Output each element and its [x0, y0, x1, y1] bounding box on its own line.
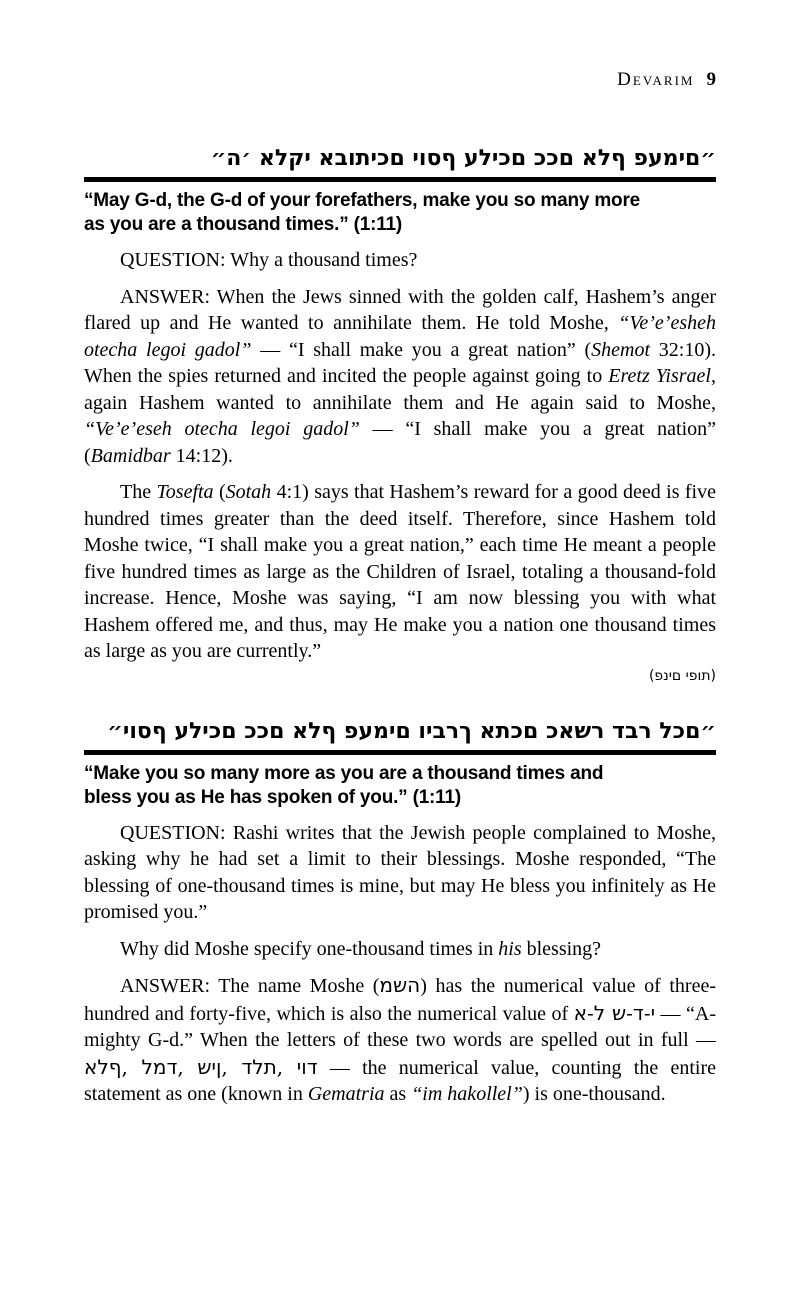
- body-text: — the numerical value, counting the entire statement as one (known in: [84, 1056, 716, 1105]
- paragraph: [84, 284, 716, 470]
- body-text: ) is one-thousand.: [522, 1083, 666, 1105]
- body-text: QUESTION: Rashi writes that the Jewish people complained to Moshe, asking why he had set a limit to their blessings. Moshe responded, “The blessing of one-thousand times is mine, but may He bless you infinitely as He promised you.”: [84, 821, 716, 923]
- body-text: — “I shall make you a great nation” (: [84, 418, 716, 467]
- book-title: Devarim: [617, 69, 695, 90]
- hebrew-inline-text: משה: [379, 973, 421, 997]
- book-page: [84, 0, 716, 1108]
- paragraph: [84, 247, 716, 274]
- body-text: ANSWER: The name Moshe (: [120, 975, 380, 997]
- hebrew-inline-text: א-ל ש-ד-י: [573, 1000, 656, 1025]
- paragraph: [84, 479, 716, 665]
- body-text: 4:1) says that Hashem’s reward for a good deed is five hundred times greater than the deed itself. Therefore, since Hashem told Moshe twice, “I shall make you a great nation,” each time He meant a people five hundred times as large as the Children of Israel, totaling a thousand-fold increase. Hence, Moshe was saying, “I am now blessing you with what Hashem offered me, and thus, may He make you a nation one thousand times as large as you are currently.”: [84, 481, 716, 662]
- italic-text: Tosefta: [156, 481, 214, 503]
- paragraph: [84, 820, 716, 926]
- italic-text: “im hakollel”: [411, 1083, 523, 1105]
- paragraph: [84, 972, 716, 1108]
- body-text: (: [213, 481, 226, 503]
- hebrew-verse-header: ״יוסף עליכם ככם אלף פעמים ויברך אתכם כאשר דבר לכם״: [107, 718, 716, 744]
- paragraph: [84, 936, 716, 963]
- body-text: 32:10). When the spies returned and incited the people against going to: [84, 338, 717, 387]
- running-head: [84, 70, 716, 90]
- body-text: — “A-mighty G-d.” When the letters of these two words are spelled out in full —: [84, 1002, 717, 1051]
- page-number: 9: [706, 69, 716, 90]
- body-text: ANSWER: When the Jews sinned with the golden calf, Hashem’s anger flared up and He wanted to annihilate them. He told Moshe,: [84, 285, 716, 334]
- body-text: as: [384, 1083, 412, 1105]
- section-divider-rule: [84, 750, 716, 755]
- body-text: The: [120, 481, 157, 503]
- body-text: , again Hashem wanted to annihilate them and He again said to Moshe,: [84, 365, 716, 414]
- english-verse-line: bless you as He has spoken of you.” (1:11): [84, 786, 461, 808]
- hebrew-verse-header: ״ה׳ אלקי אבותיכם יוסף עליכם ככם אלף פעמים״: [210, 146, 716, 171]
- body-text: — “I shall make you a great nation” (: [251, 338, 592, 361]
- body-text: ) has the numerical value of three-hundred and forty-five, which is also the numerical value of: [84, 975, 716, 1025]
- section-divider-rule: [84, 177, 716, 182]
- body-text: Why did Moshe specify one-thousand times in: [120, 937, 499, 960]
- body-text: 14:12).: [170, 444, 233, 467]
- italic-text: Gematria: [307, 1083, 385, 1105]
- hebrew-inline-text: אלף, למד, שין, דלת, יוד: [84, 1054, 318, 1079]
- italic-text: “Ve’e’esheh otecha legoi gadol”: [84, 312, 716, 361]
- source-attribution: (פנים יפות): [648, 667, 716, 684]
- section-verse-1: [84, 144, 716, 685]
- english-verse-header: [84, 189, 716, 237]
- english-verse-line: as you are a thousand times.” (1:11): [84, 214, 403, 235]
- italic-text: Bamidbar: [90, 444, 171, 467]
- section-body: [84, 820, 716, 1108]
- italic-text: Sotah: [225, 481, 272, 503]
- body-text: QUESTION: Why a thousand times?: [120, 249, 418, 271]
- section-verse-2: [84, 717, 716, 1108]
- italic-text: Eretz Yisrael: [608, 365, 711, 387]
- italic-text: “Ve’e’eseh otecha legoi gadol”: [84, 418, 360, 440]
- english-verse-header: [84, 762, 716, 810]
- section-body: [84, 247, 716, 665]
- body-text: blessing?: [521, 937, 602, 960]
- english-verse-line: “May G-d, the G-d of your forefathers, make you so many more: [84, 190, 641, 211]
- italic-text: Shemot: [591, 338, 651, 361]
- english-verse-line: “Make you so many more as you are a thousand times and: [84, 762, 604, 784]
- italic-text: his: [498, 937, 522, 960]
